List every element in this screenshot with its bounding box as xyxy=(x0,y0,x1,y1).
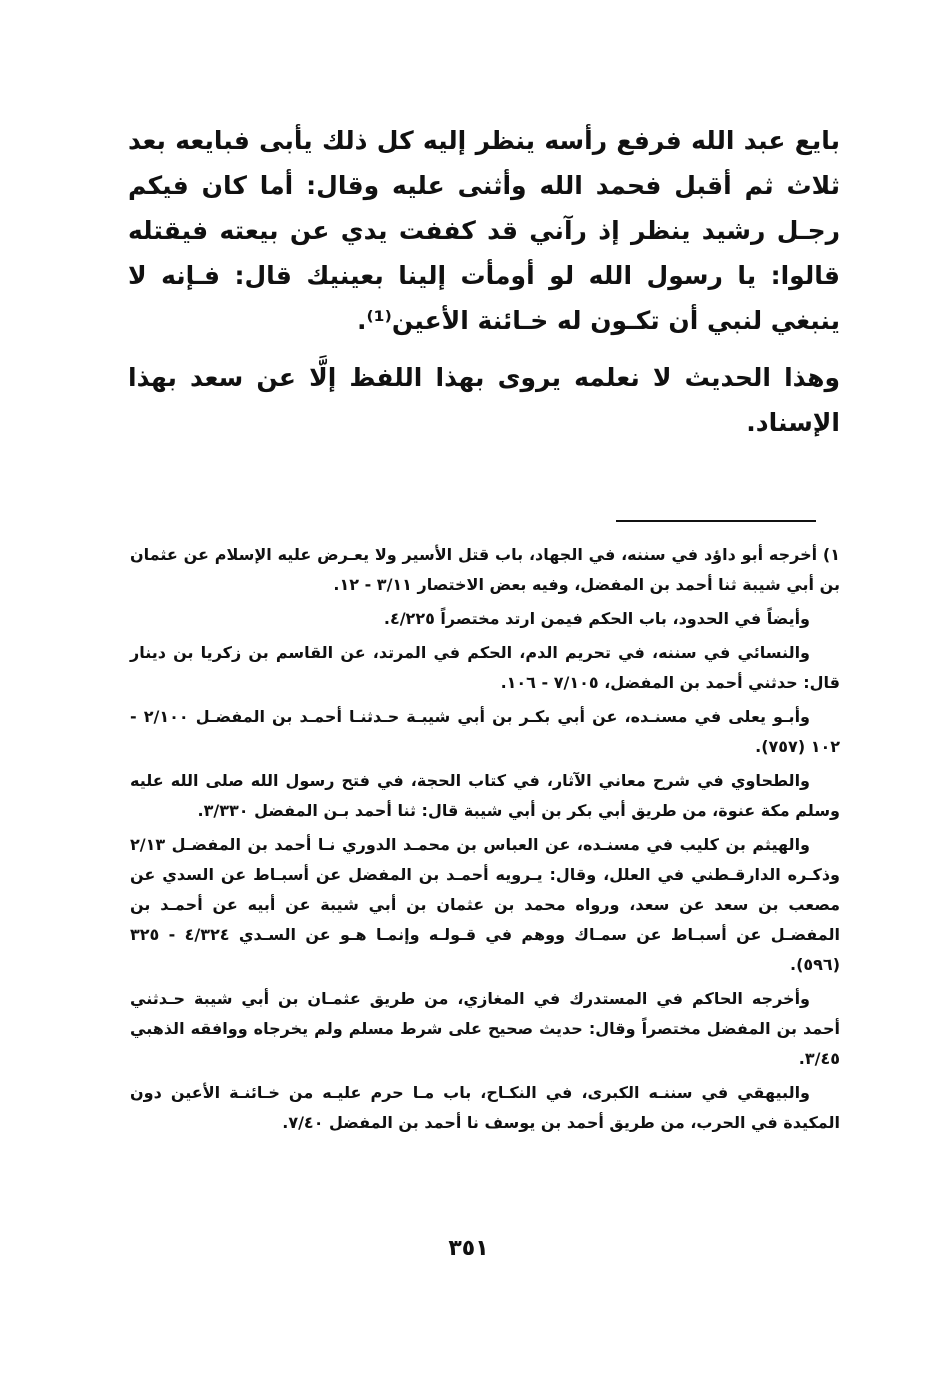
footnote-1-tahawi: والطحاوي في شرح معاني الآثار، في كتاب الحجة، في فتح رسول الله صلى الله عليه وسلم مكة عنوة، من طريق أبي بكر بن أبي شيبة قال: ثنا أحمد بـن المفضل ٣/٣٣٠. xyxy=(130,771,840,820)
footnote-1-abu-yala: وأبـو يعلى في مسنـده، عن أبي بكـر بن أبي شيبـة حـدثنـا أحمـد بن المفضـل ٢/١٠٠ - ١٠٢ (٧٥٧). xyxy=(130,707,840,756)
footnote-1-haytham: والهيثم بن كليب في مسنـده، عن العباس بن محمـد الدوري نـا أحمد بن المفضـل ٢/١٣ وذكـره الدارقـطني في العلل، وقال: يـرويه أحمـد بن المفضل عن أسبـاط عن السدي عن مصعب بن سعد عن سعد، ورواه محمد بن عثمان بن أبي شيبة عن أبيه عن أحمـد بن المفضـل عن أسبـاط عن سمـاك ووهم في قـولـه وإنمـا هـو عن السـدي ٤/٣٢٤ - ٣٢٥ (٥٩٦). xyxy=(130,835,841,974)
page-number: ٣٥١ xyxy=(448,1236,489,1261)
footnote-1-hakim: وأخرجه الحاكم في المستدرك في المغازي، من طريق عثمـان بن أبي شيبة حـدثني أحمد بن المفضل مختصراً وقال: حديث صحيح على شرط مسلم ولم يخرجاه ووافقه الذهبي ٣/٤٥. xyxy=(130,989,840,1068)
footnote-1-hudud: وأيضاً في الحدود، باب الحكم فيمن ارتد مختصراً ٤/٢٢٥. xyxy=(383,609,810,628)
main-paragraph-2: وهذا الحديث لا نعلمه يروى بهذا اللفظ إلَّا عن سعد بهذا الإسناد. xyxy=(128,363,840,437)
footnote-1: ١) أخرجه أبو داؤد في سننه، في الجهاد، باب قتل الأسير ولا يعـرض عليه الإسلام عن عثمان بن أبي شيبة ثنا أحمد بن المفضل، وفيه بعض الاختصار ٣/١١ - ١٢. xyxy=(130,545,840,594)
footnote-divider xyxy=(616,520,816,522)
main-text xyxy=(128,118,840,445)
footnote-1-nasai: والنسائي في سننه، في تحريم الدم، الحكم في المرتد، عن القاسم بن زكريا بن دينار قال: حدثني أحمد بن المفضل، ٧/١٠٥ - ١٠٦. xyxy=(130,643,840,692)
footnotes xyxy=(130,540,840,1142)
footnote-1-bayhaqi: والبيهقي في سننـه الكبرى، في النكـاح، باب مـا حرم عليـه من خـائنـة الأعين دون المكيدة في الحرب، من طريق أحمد بن يوسف نا أحمد بن المفضل ٧/٤٠. xyxy=(130,1083,840,1132)
main-paragraph-1: بايع عبد الله فرفع رأسه ينظر إليه كل ذلك يأبى فبايعه بعد ثلاث ثم أقبل فحمد الله وأثنى عليه وقال: أما كان فيكم رجـل رشيد ينظر إذ رآني قد كففت يدي عن بيعته فيقتله قالوا: يا رسول الله لو أومأت إلينا بعينيك قال: فـإنه لا ينبغي لنبي أن تكـون له خـائنة الأعين⁽¹⁾. xyxy=(128,126,840,335)
